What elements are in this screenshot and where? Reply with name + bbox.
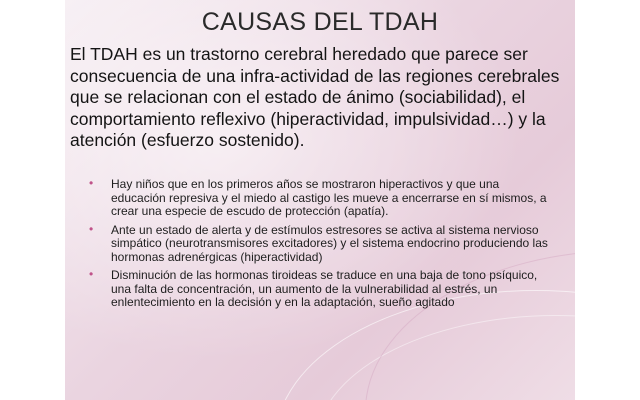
bullet-list: [87, 178, 557, 315]
bullet-text: Ante un estado de alerta y de estímulos estresores se activa al sistema nervioso simpático (neurotransmisores excitadores) y el sistema endocrino produciendo las hormonas adrenérgicas (hiperactividad): [111, 222, 548, 264]
bullet-item: [87, 221, 557, 265]
bullet-item: [87, 269, 557, 310]
bullet-text: Hay niños que en los primeros años se mostraron hiperactivos y que una educación represiva y el miedo al castigo les mueve a encerrarse en sí mismos, a crear una especie de escudo de protección (apatía).: [111, 177, 547, 218]
slide-title: CAUSAS DEL TDAH: [201, 8, 439, 36]
bullet-text: Disminución de las hormonas tiroideas se traduce en una baja de tono psíquico, una falta de concentración, un aumento de la vulnerabilidad al estrés, un enlentecimiento en la decisión y en la adaptación, sueño agitado: [111, 268, 538, 309]
bullet-icon: •: [89, 221, 94, 236]
bullet-icon: •: [89, 176, 94, 190]
intro-paragraph: El TDAH es un trastorno cerebral heredado que parece ser consecuencia de una infra-actividad de las regiones cerebrales que se relacionan con el estado de ánimo (sociabilidad), el comportamiento reflexivo (hiperactividad, impulsividad…) y la atención (esfuerzo sostenido).: [70, 44, 560, 150]
bullet-icon: •: [89, 267, 94, 281]
bullet-item: [87, 178, 557, 219]
slide: [65, 0, 575, 400]
